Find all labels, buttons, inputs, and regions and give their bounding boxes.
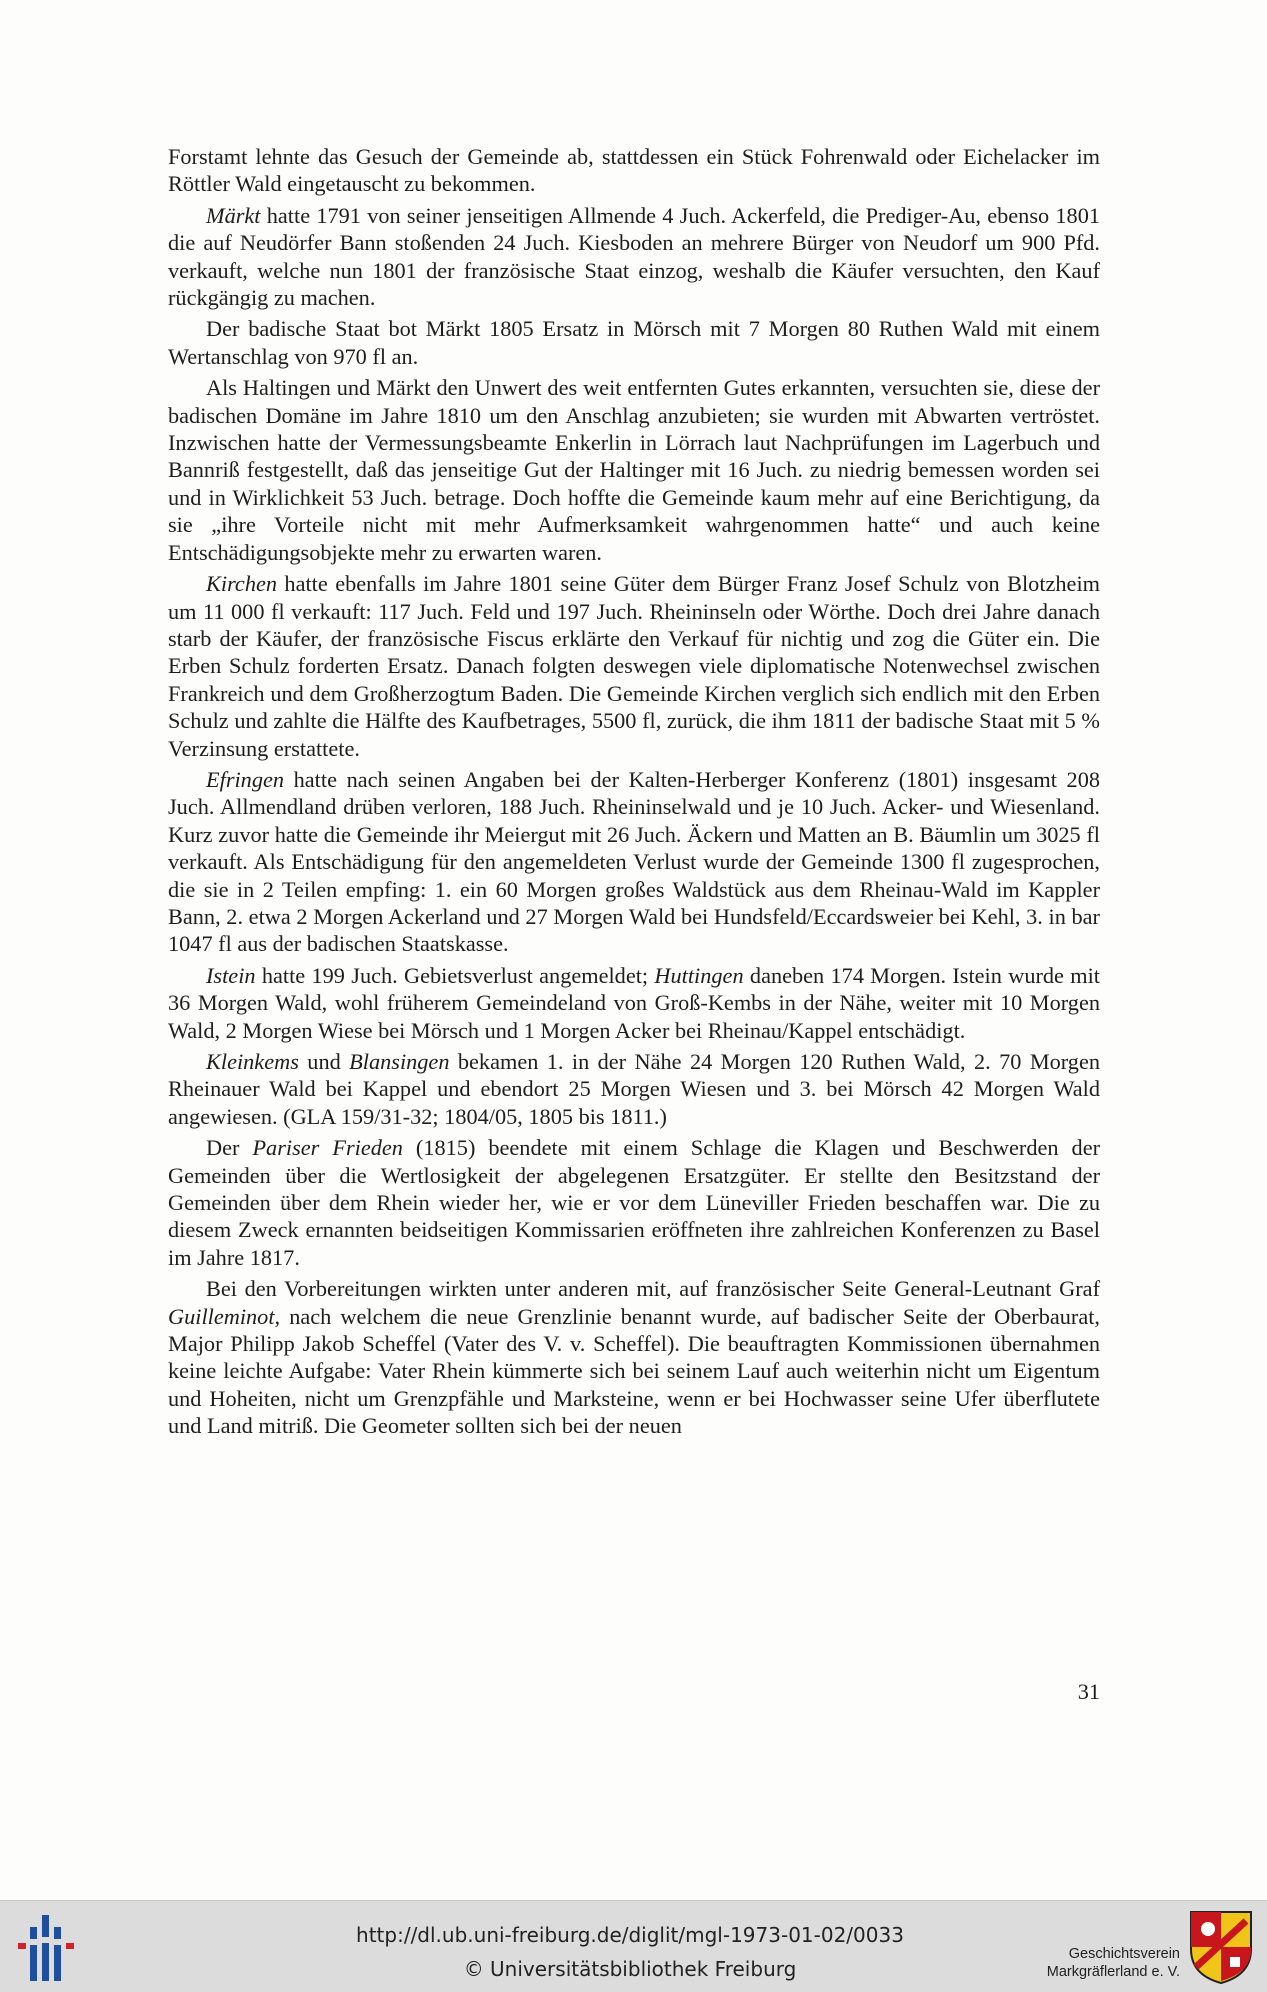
paragraph xyxy=(168,143,1100,198)
paragraph-text: Der xyxy=(206,1135,253,1161)
paragraph-text: daneben 174 Morgen. Istein wurde mit 36 Morgen Wald, wohl früherem Gemeindeland von Groß-Kembs in der Nähe, weiter mit 10 Morgen Wald, 2 Morgen Wiese bei Mörsch und 1 Morgen Acker bei Rheinau/Kappel entschädigt. xyxy=(168,962,1100,1043)
italic-term: Istein xyxy=(206,962,256,988)
paragraph-text: hatte nach seinen Angaben bei der Kalten-Herberger Konferenz (1801) insgesamt 208 Juch. Allmendland drüben verloren, 188 Juch. Rheininselwald und je 10 Juch. Acker- und Wiesenland. Kurz zuvor hatte die Gemeinde ihr Meiergut mit 26 Juch. Äckern und Matten an B. Bäumlin um 3025 fl verkauft. Als Entschädigung für den angemeldeten Verlust wurde der Gemeinde 1300 fl zugesprochen, die sie in 2 Teilen empfing: 1. ein 60 Morgen großes Waldstück aus dem Rheinau-Wald im Kappler Bann, 2. etwa 2 Morgen Ackerland und 27 Morgen Wald bei Hundsfeld/Eccardsweier bei Kehl, 3. in bar 1047 fl aus der badischen Staatskasse. xyxy=(168,766,1100,957)
paragraph-text: Als Haltingen und Märkt den Unwert des weit entfernten Gutes erkannten, versuchten sie, diese der badischen Domäne im Jahre 1810 um den Anschlag anzubieten; sie wurden mit Abwarten vertröstet. Inzwischen hatte der Vermessungsbeamte Enkerlin in Lörrach laut Nachprüfungen im Lagerbuch und Bannriß festgestellt, daß das jenseitige Gut der Haltinger mit 16 Juch. zu niedrig bemessen worden sei und in Wirklichkeit 53 Juch. betrage. Doch hoffte die Gemeinde kaum mehr auf eine Berichtigung, da sie „ihre Vorteile nicht mit mehr Aufmerksamkeit wahrgenommen hatte“ und auch keine Entschädigungsobjekte mehr zu erwarten waren. xyxy=(168,375,1100,565)
paragraph-text: Forstamt lehnte das Gesuch der Gemeinde ab, stattdessen ein Stück Fohrenwald oder Eichelacker im Röttler Wald eingetauscht zu bekommen. xyxy=(168,144,1100,197)
paragraph-text: Bei den Vorbereitungen wirkten unter anderen mit, auf französischer Seite General-Leutnant Graf xyxy=(206,1276,1100,1302)
society-name xyxy=(1000,1945,1180,1981)
copyright-notice: © Universitätsbibliothek Freiburg xyxy=(463,1957,797,1981)
ub-freiburg-logo-icon xyxy=(16,1913,82,1983)
coat-of-arms-icon xyxy=(1188,1909,1254,1985)
footer-bar xyxy=(0,1900,1267,1992)
paragraph-text: Der badische Staat bot Märkt 1805 Ersatz in Mörsch mit 7 Morgen 80 Ruthen Wald mit einem Wertanschlag von 970 fl an. xyxy=(168,316,1100,369)
paragraph-text: hatte 1791 von seiner jenseitigen Allmende 4 Juch. Ackerfeld, die Prediger-Au, ebenso 1801 die auf Neudörfer Bann stoßenden 24 Juch. Kiesboden an mehrere Bürger von Neudorf um 900 Pfd. verkauft, welche nun 1801 der französische Staat einzog, weshalb die Käufer versuchten, den Kauf rückgängig zu machen. xyxy=(168,202,1100,311)
paragraph xyxy=(168,315,1100,370)
paragraph-text: hatte ebenfalls im Jahre 1801 seine Güter dem Bürger Franz Josef Schulz von Blotzheim um 11 000 fl verkauft: 117 Juch. Feld und 197 Juch. Rheininseln oder Wörthe. Doch drei Jahre danach starb der Käufer, der französische Fiscus erklärte den Verkauf für nichtig und zog die Güter ein. Die Erben Schulz forderten Ersatz. Danach folgten deswegen viele diplomatische Notenwechsel zwischen Frankreich und dem Großherzogtum Baden. Die Gemeinde Kirchen verglich sich endlich mit den Erben Schulz und zahlte die Hälfte des Kaufbetrages, 5500 fl, zurück, die ihm 1811 der badische Staat mit 5 % Verzinsung erstattete. xyxy=(168,571,1100,761)
italic-term: Efringen xyxy=(206,766,285,792)
paragraph xyxy=(168,374,1100,566)
paragraph-text: (1815) beendete mit einem Schlage die Klagen und Beschwerden der Gemeinden über die Wertlosigkeit der abgelegenen Ersatzgüter. Er stellte den Besitzstand der Gemeinden über dem Rhein wieder her, wie er vor dem Lüneviller Frieden beschaffen war. Die zu diesem Zweck ernannten beidseitigen Kommissarien eröffneten ihre zahlreichen Konferenzen zu Basel im Jahre 1817. xyxy=(168,1135,1101,1270)
document-url[interactable]: http://dl.ub.uni-freiburg.de/diglit/mgl-1973-01-02/0033 xyxy=(356,1923,904,1947)
society-line: Geschichtsverein xyxy=(1068,1946,1180,1962)
paragraph xyxy=(168,1134,1100,1271)
paragraph-text: und xyxy=(298,1049,350,1074)
page-number: 31 xyxy=(1077,1679,1100,1704)
paragraph-text: bekamen 1. in der Nähe 24 Morgen 120 Ruthen Wald, 2. 70 Morgen Rheinauer Wald bei Kappel und ebendort 25 Morgen Wiesen und 3. bei Mörsch 42 Morgen Wald angewiesen. (GLA 159/31-32; 1804/05, 1805 bis 1811.) xyxy=(168,1049,1101,1129)
italic-term: Kirchen xyxy=(206,571,278,597)
paragraph xyxy=(168,202,1100,312)
italic-term: Guilleminot, xyxy=(168,1303,281,1329)
paragraph-text: hatte 199 Juch. Gebietsverlust angemeldet; xyxy=(255,962,655,988)
paragraph xyxy=(168,1048,1100,1130)
paragraph xyxy=(168,570,1100,762)
paragraph xyxy=(168,962,1100,1044)
italic-term: Märkt xyxy=(206,202,261,228)
italic-term: Huttingen xyxy=(654,962,744,988)
society-line: Markgräflerland e. V. xyxy=(1046,1964,1180,1980)
paragraph xyxy=(168,1275,1100,1439)
paragraph xyxy=(168,766,1100,958)
italic-term: Blansingen xyxy=(349,1049,450,1074)
italic-term: Kleinkems xyxy=(206,1049,299,1074)
paragraph-text: nach welchem die neue Grenzlinie benannt wurde, auf badischer Seite der Oberbaurat, Major Philipp Jakob Scheffel (Vater des V. v. Scheffel). Die beauftragten Kommissionen übernahmen keine leichte Aufgabe: Vater Rhein kümmerte sich bei seinem Lauf auch weiterhin nicht um Eigentum und Hoheiten, nicht um Grenzpfähle und Marksteine, wenn er bei Hochwasser seine Ufer überflutete und Land mitriß. Die Geometer sollten sich bei der neuen xyxy=(168,1303,1100,1439)
body-text xyxy=(168,143,1100,1444)
italic-term: Pariser Frieden xyxy=(252,1135,403,1161)
